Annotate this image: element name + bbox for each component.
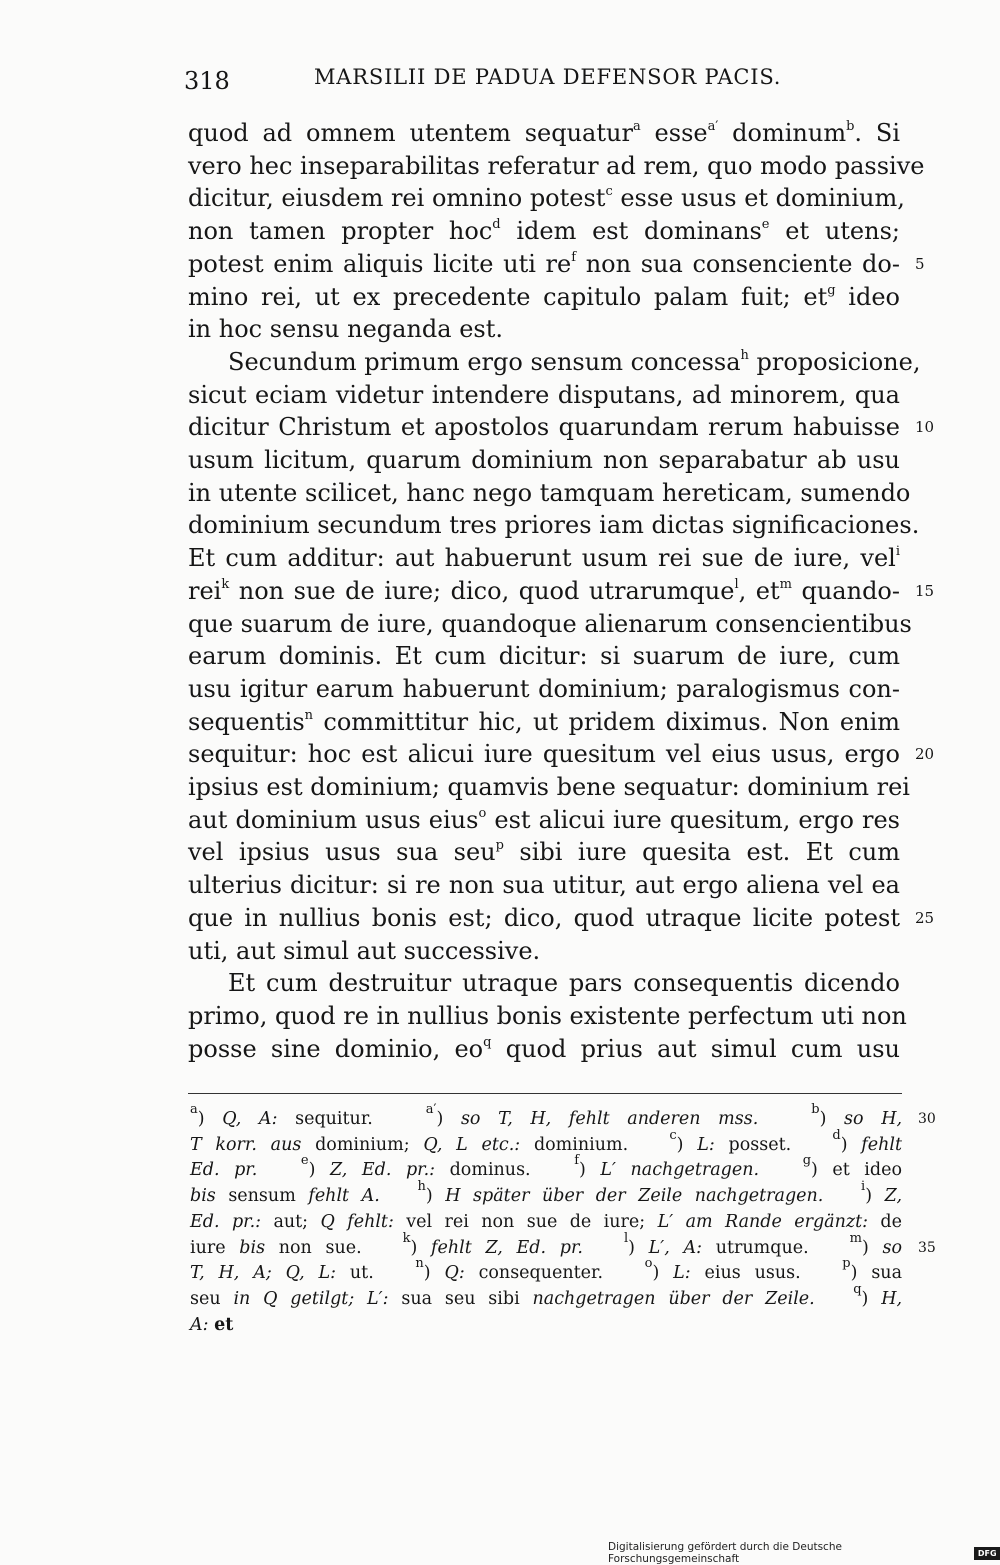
body-line: dicitur, eiusdem rei omnino potest$^c$ esse usus et dominium, (188, 184, 905, 213)
body-line: dominium secundum tres priores iam dictas significaciones. (188, 511, 920, 540)
body-line: ulterius dicitur: si re non sua utitur, aut ergo aliena vel ea (188, 871, 900, 900)
footnote-line: iure bis non sue. $^k$) fehlt Z, Ed. pr. $^l$) L′, A: utrumque. $^m$) so (190, 1230, 902, 1258)
body-line: quod ad omnem utentem sequatur$^a$ esse$^{a'}$ dominum$^b$. Si (188, 119, 901, 147)
footnote-line: A: et (190, 1314, 234, 1335)
body-line: posse sine dominio, $eo^q$ quod prius aut simul cum usu (188, 1034, 901, 1063)
line-number: 30 (918, 1111, 936, 1127)
line-number: 35 (918, 1239, 936, 1256)
body-line: que in nullius bonis est; dico, quod utraque licite potest (188, 903, 900, 932)
body-line: in hoc sensu neganda est. (188, 315, 503, 344)
body-line: dicitur Christum et apostolos quarundam rerum habuisse (188, 413, 900, 442)
body-line: uti, aut simul aut successive. (188, 936, 541, 965)
body-line: aut dominium usus eius$^o$ est alicui iure quesitum, ergo res (188, 805, 901, 834)
body-line: primo, quod re in nullius bonis existente perfectum uti non (188, 1001, 907, 1030)
running-title: MARSILII DE PADUA DEFENSOR PACIS. (314, 65, 782, 89)
body-line: ipsius est dominium; quamvis bene sequatur: dominium rei (188, 773, 910, 801)
body-line: potest enim aliquis licite uti $re^f$ non sua consenciente do- (188, 249, 900, 278)
footnote-line: bis sensum fehlt A. $^h$) H später über der Zeile nachgetragen. $^i$) Z, (190, 1179, 903, 1207)
body-line: Et cum additur: aut habuerunt usum rei sue de iure, vel$^i$ (188, 544, 900, 573)
footnote-line: seu in Q getilgt; L′: sua seu sibi nachgetragen über der Zeile. $^q$) H, (190, 1281, 903, 1309)
body-line: usum licitum, quarum dominium non separabatur ab usu (188, 446, 900, 474)
body-line: Secundum primum ergo sensum concessa$^h$ proposicione, (228, 347, 921, 376)
line-number: 5 (915, 254, 925, 273)
body-line: sequitur: hoc est alicui iure quesitum vel eius usus, ergo (188, 740, 900, 769)
line-number: 20 (915, 745, 935, 764)
footnote-line: $^a$) Q, A: sequitur. $^{a'}$) so T, H, fehlt anderen mss. $^b$) so H, (190, 1102, 903, 1129)
digitization-credit (608, 1541, 1000, 1565)
footnote-line: T korr. aus dominium; Q, L etc.: dominium. $^c$) L: posset. $^d$) fehlt (190, 1127, 903, 1155)
footnote-line: Ed. pr. $^e$) Z, Ed. pr.: dominus. $^f$) L′ nachgetragen. $^g$) et ideo (190, 1153, 902, 1181)
footnote-rule (188, 1093, 902, 1094)
body-line: sicut eciam videtur intendere disputans, ad minorem, qua (188, 380, 900, 409)
footnote-line: T, H, A; Q, L: ut. $^n$) Q: consequenter. $^o$) L: eius usus. $^p$) sua (190, 1256, 903, 1284)
body-line: mino rei, ut ex precedente capitulo palam fuit; $et^g$ ideo (188, 282, 900, 311)
body-line: in utente scilicet, hanc nego tamquam hereticam, sumendo (188, 478, 911, 507)
body-line: earum dominis. Et cum dicitur: si suarum de iure, cum (188, 642, 900, 671)
body-line: non tamen propter hoc$^d$ idem est dominans$^e$ et utens; (188, 217, 900, 246)
credit-text: Digitalisierung gefördert durch die Deutsche Forschungsgemeinschaft (608, 1541, 842, 1565)
body-line: que suarum de iure, quandoque alienarum consencientibus (188, 609, 912, 638)
body-line: vero hec inseparabilitas referatur ad rem, quo modo passive (188, 151, 925, 180)
line-number: 10 (915, 418, 935, 437)
line-number: 15 (915, 581, 935, 600)
footnote-line: Ed. pr.: aut; Q fehlt: vel rei non sue de iure; L′ am Rande ergänzt: de (190, 1211, 902, 1232)
body-line: usu igitur earum habuerunt dominium; paralogismus con- (188, 674, 900, 703)
body-line: vel ipsius usus sua seu$^p$ sibi iure quesita est. Et cum (188, 838, 900, 867)
body-line: sequentis$^n$ committitur hic, ut pridem diximus. Non enim (188, 707, 900, 736)
line-number: 25 (915, 908, 935, 927)
page-number: 318 (184, 67, 230, 95)
body-line: Et cum destruitur utraque pars consequentis dicendo (228, 969, 900, 998)
body-line: rei$^k$ non sue de iure; dico, quod utrarumque$^l$, $et^m$ quando- (188, 576, 900, 605)
dfg-logo-icon: DFG (974, 1547, 1000, 1560)
